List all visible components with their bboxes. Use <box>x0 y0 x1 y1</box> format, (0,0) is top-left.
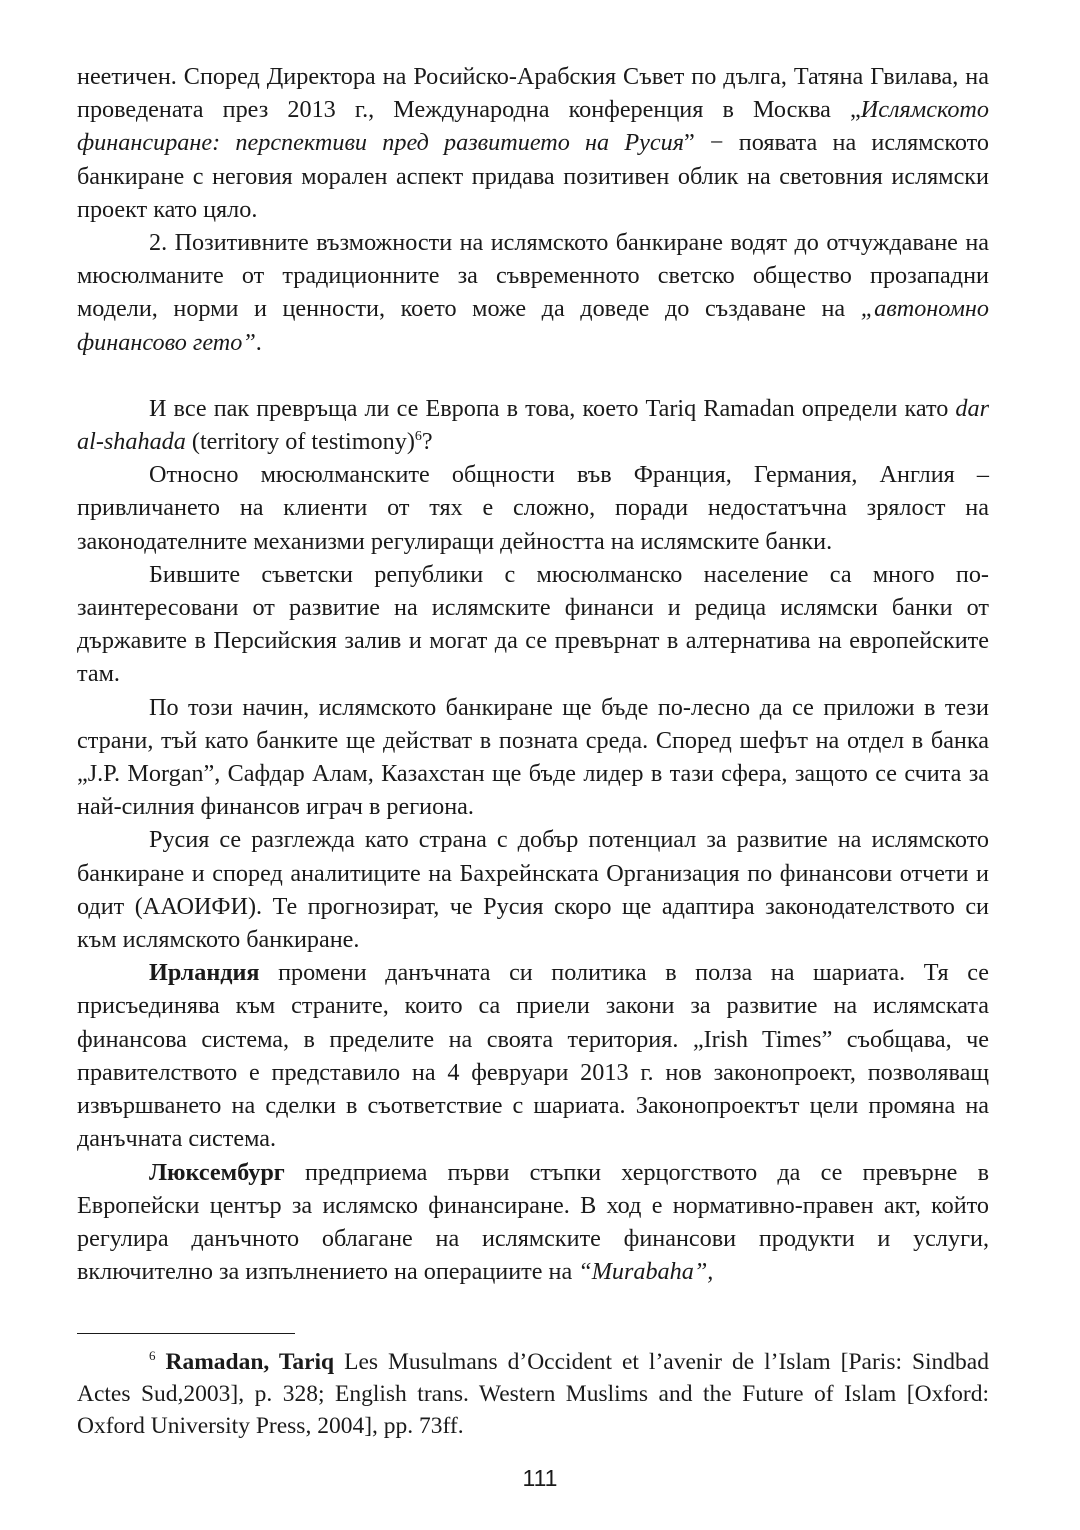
paragraph-3: И все пак превръща ли се Европа в това, което Tariq Ramadan определи като dar al-shahada (territory of testimony)$^6$? <box>77 394 989 456</box>
footnote-text: Les Musulmans d’Occident et l’avenir de l’Islam [Paris: Sindbad Actes Sud,2003], p. 328; English trans. Western Muslims and the Future of Islam [Oxford: Oxford University Press, 2004], pp. 73ff. <box>77 1349 989 1439</box>
paragraph-4: Относно мюсюлманските общности във Франция, Германия, Англия – привличането на клиенти от тях е сложно, поради недостатъчна зрялост на законодателните механизми регулиращи дейността на ислямските банки. <box>77 461 989 555</box>
paragraph-6: По този начин, ислямското банкиране ще бъде по-лесно да се приложи в тези страни, тъй като банките ще действат в позната среда. Според шефът на отдел в банка „J.P. Morgan”, Сафдар Алам, Казахстан ще бъде лидер в тази сфера, защото се счита за най-силния финансов играч в региона. <box>77 693 989 821</box>
ireland-heading: Ирландия <box>149 959 260 987</box>
luxembourg-heading: Люксембург <box>149 1158 285 1186</box>
footnote-number: 6 <box>149 1348 156 1364</box>
dar-al-shahada-term: dar al-shahada <box>77 394 989 456</box>
footnote-author: Ramadan, Tariq <box>165 1349 335 1375</box>
paragraph-1: неетичен. Според Директора на Росийско-Арабския Съвет по дълга, Татяна Гвилава, на проведената през 2013 г., Международна конференция в Москва „Ислямското финансиране: перспективи пред развитието на Русия” − появата на ислямското банкиране с неговия морален аспект придава позитивен облик на световния ислямски проект като цяло. <box>77 63 989 223</box>
footnote-divider <box>77 1333 295 1334</box>
page-number: 111 <box>522 1465 558 1491</box>
footnote-reference[interactable]: 6 <box>414 428 422 444</box>
paragraph-8: Ирландия промени данъчната си политика в полза на шариата. Тя се присъединява към страните, които са приели закони за развитие на ислямската финансова система, в пределите на своята територия. „Irish Times” съобщава, че правителството е представило на 4 февруари 2013 г. нов законопроект, позволяващ извършването на сделки в съответствие с шариата. Законопроектът цели промяна на данъчната система. <box>77 959 989 1153</box>
conference-title: Ислямското финансиране: перспективи пред развитието на Русия <box>77 96 989 157</box>
murabaha-term: “Murabaha”, <box>578 1258 714 1286</box>
financial-ghetto-term: „автономно финансово гето” <box>77 295 989 356</box>
footnote-6 <box>77 1346 989 1442</box>
paragraph-5: Бившите съветски републики с мюсюлманско население са много по-заинтересовани от развитие на ислямските финанси и редица ислямски банки от държавите в Персийския залив и могат да се превърнат в алтернатива на европейските там. <box>77 560 989 688</box>
paragraph-2: 2. Позитивните възможности на ислямското банкиране водят до отчуждаване на мюсюлманите от традиционните за съвременното светско общество прозападни модели, норми и ценности, което може да доведе до създаване на „автономно финансово гето”. <box>77 229 989 356</box>
paragraph-7: Русия се разглежда като страна с добър потенциал за развитие на ислямското банкиране и според аналитиците на Бахрейнската Организация по финансови отчети и одит (ААОИФИ). Те прогнозират, че Русия скоро ще адаптира законодателството си към ислямското банкиране. <box>77 826 989 954</box>
page-body <box>77 60 989 1288</box>
paragraph-9: Люксембург предприема първи стъпки херцогството да се превърне в Европейски център за ислямско финансиране. В ход е нормативно-правен акт, който регулира данъчното облагане на ислямските финансови продукти и услуги, включително за изпълнението на операциите на “Murabaha”, <box>77 1158 989 1286</box>
